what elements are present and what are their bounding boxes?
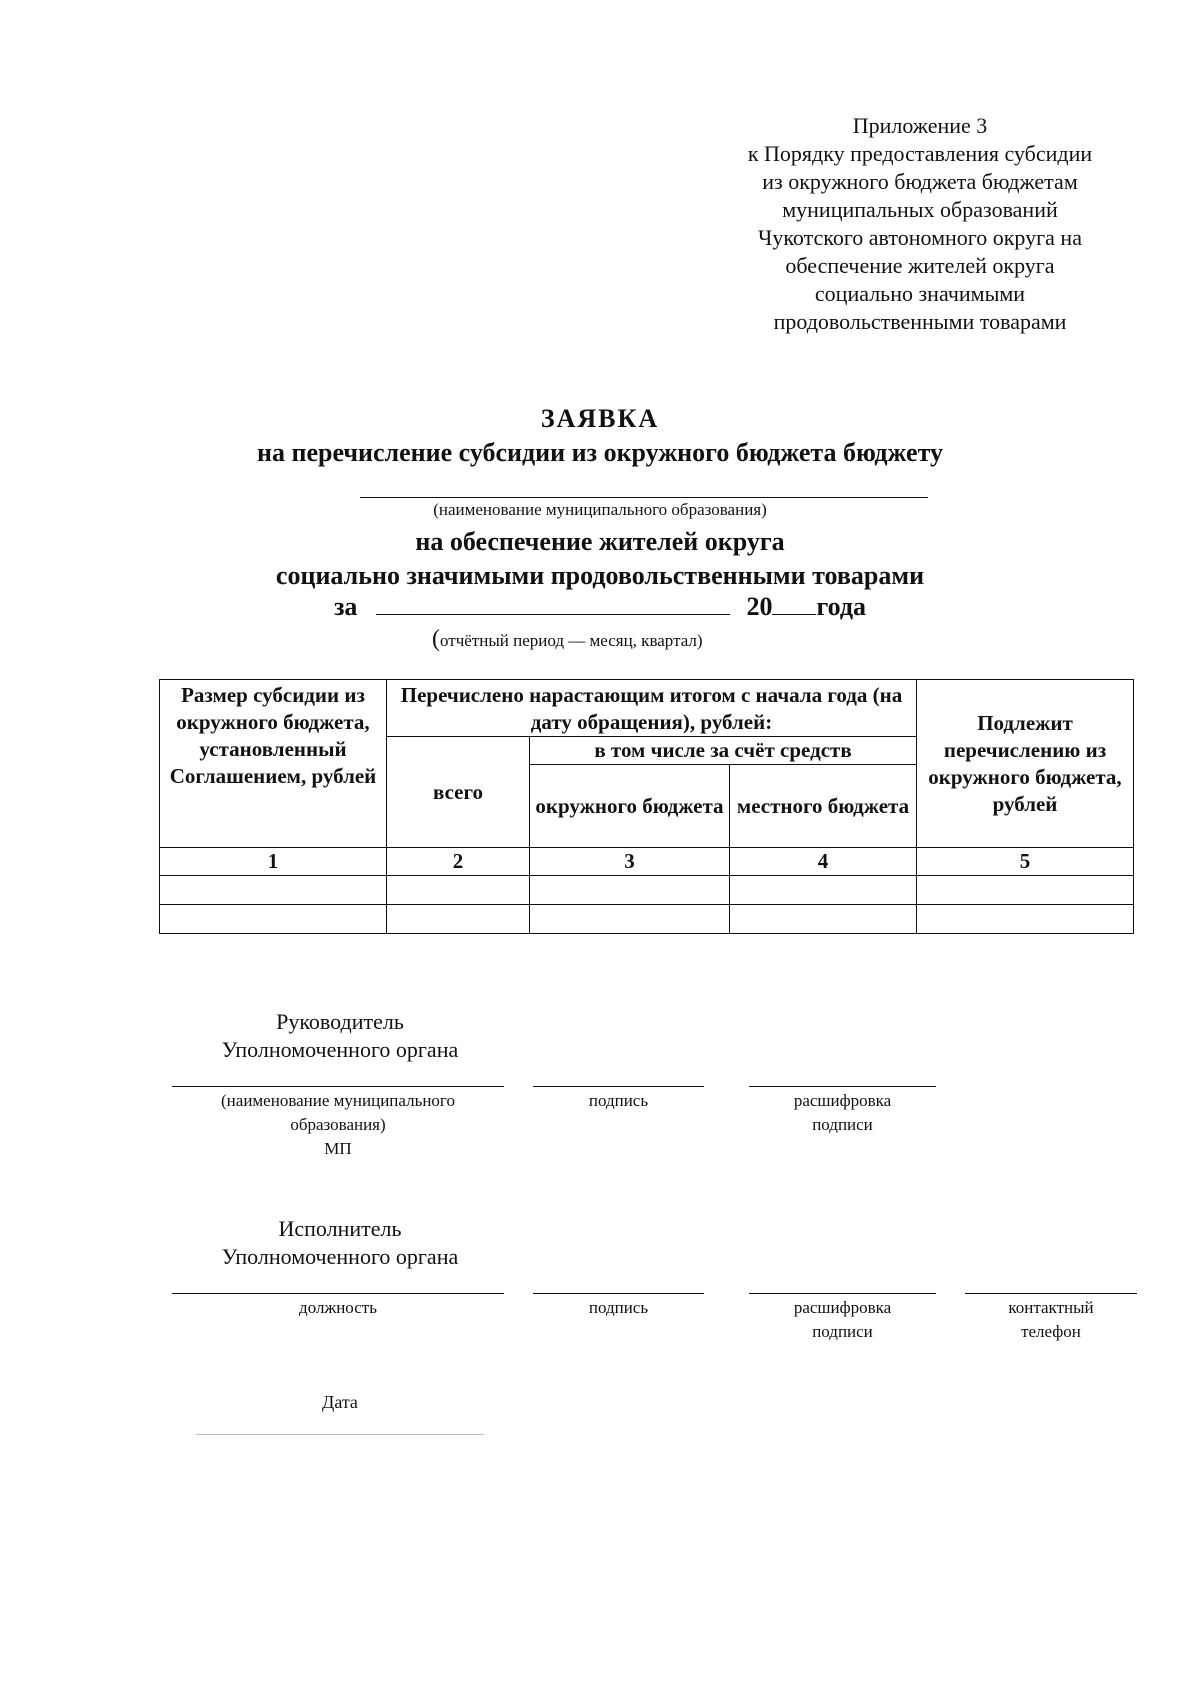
header-local-budget: местного бюджета bbox=[730, 765, 917, 848]
appendix-line: к Порядку предоставления субсидии bbox=[747, 141, 1093, 166]
column-number: 4 bbox=[730, 848, 917, 876]
period-suffix: года bbox=[816, 592, 866, 621]
executor-position-line[interactable] bbox=[172, 1293, 504, 1294]
appendix-line: обеспечение жителей округа bbox=[785, 253, 1055, 278]
executor-signature-line[interactable] bbox=[533, 1293, 704, 1294]
date-label: Дата bbox=[322, 1392, 358, 1412]
table-row bbox=[160, 876, 1134, 905]
head-signature-caption: подпись bbox=[588, 1091, 649, 1110]
header-subsidy-size: Размер субсидии из окружного бюджета, установленный Соглашением, рублей bbox=[160, 680, 387, 848]
header-including-funds: в том числе за счёт средств bbox=[530, 737, 917, 765]
appendix-line: Приложение 3 bbox=[852, 113, 988, 138]
executor-signature-caption: подпись bbox=[588, 1298, 649, 1317]
appendix-line: продовольственными товарами bbox=[773, 309, 1067, 334]
header-transferred-group: Перечислено нарастающим итогом с начала года (на дату обращения), рублей: bbox=[387, 680, 917, 737]
table-cell[interactable] bbox=[730, 876, 917, 905]
head-label: Руководитель Уполномоченного органа bbox=[221, 1009, 459, 1062]
appendix-line: муниципальных образований bbox=[782, 197, 1058, 222]
table-cell[interactable] bbox=[917, 876, 1134, 905]
table-cell[interactable] bbox=[730, 905, 917, 934]
executor-label: Исполнитель Уполномоченного органа bbox=[221, 1216, 459, 1269]
period-year: 20 bbox=[746, 592, 773, 621]
period-field[interactable] bbox=[376, 592, 730, 615]
header-to-transfer: Подлежит перечислению из окружного бюджета, рублей bbox=[917, 680, 1134, 848]
executor-decode-caption: расшифровка подписи bbox=[793, 1298, 892, 1341]
head-municipality-caption: (наименование муниципального образования) МП bbox=[172, 1089, 504, 1161]
executor-phone-line[interactable] bbox=[965, 1293, 1137, 1294]
table-cell[interactable] bbox=[387, 876, 530, 905]
head-decode-caption: расшифровка подписи bbox=[793, 1091, 892, 1134]
column-number: 3 bbox=[530, 848, 730, 876]
appendix-line: социально значимыми bbox=[814, 281, 1026, 306]
municipality-caption: (наименование муниципального образования) bbox=[433, 500, 767, 519]
table-cell[interactable] bbox=[530, 905, 730, 934]
executor-position-caption: должность bbox=[299, 1298, 377, 1317]
subsidy-table bbox=[159, 679, 1134, 934]
period-prefix: за bbox=[333, 592, 358, 621]
year-field[interactable] bbox=[772, 592, 816, 615]
table-cell[interactable] bbox=[160, 876, 387, 905]
appendix-reference bbox=[700, 112, 1140, 336]
date-line[interactable] bbox=[196, 1434, 484, 1435]
head-signature-line[interactable] bbox=[533, 1086, 704, 1087]
document-subtitle-line3: на обеспечение жителей округа bbox=[415, 527, 785, 556]
header-total: всего bbox=[387, 737, 530, 848]
document-title: ЗАЯВКА bbox=[540, 404, 660, 433]
column-number: 1 bbox=[160, 848, 387, 876]
executor-decode-line[interactable] bbox=[749, 1293, 936, 1294]
executor-phone-caption: контактный телефон bbox=[1008, 1298, 1094, 1341]
column-number-row bbox=[160, 848, 1134, 876]
column-number: 5 bbox=[917, 848, 1134, 876]
table-row bbox=[160, 905, 1134, 934]
table-cell[interactable] bbox=[387, 905, 530, 934]
appendix-line: Чукотского автономного округа на bbox=[758, 225, 1082, 250]
column-number: 2 bbox=[387, 848, 530, 876]
period-caption: (отчётный период — месяц, квартал) bbox=[432, 626, 703, 652]
appendix-line: из окружного бюджета бюджетам bbox=[762, 169, 1078, 194]
document-subtitle: на перечисление субсидии из окружного бюджета бюджету bbox=[256, 438, 944, 467]
period-row bbox=[0, 592, 1200, 622]
municipality-name-field[interactable] bbox=[360, 497, 928, 498]
stamp-place: МП bbox=[324, 1139, 352, 1158]
document-subtitle-line4: социально значимыми продовольственными товарами bbox=[275, 561, 925, 590]
table-cell[interactable] bbox=[530, 876, 730, 905]
table-cell[interactable] bbox=[160, 905, 387, 934]
head-decode-line[interactable] bbox=[749, 1086, 936, 1087]
table-cell[interactable] bbox=[917, 905, 1134, 934]
header-district-budget: окружного бюджета bbox=[530, 765, 730, 848]
head-municipality-line[interactable] bbox=[172, 1086, 504, 1087]
